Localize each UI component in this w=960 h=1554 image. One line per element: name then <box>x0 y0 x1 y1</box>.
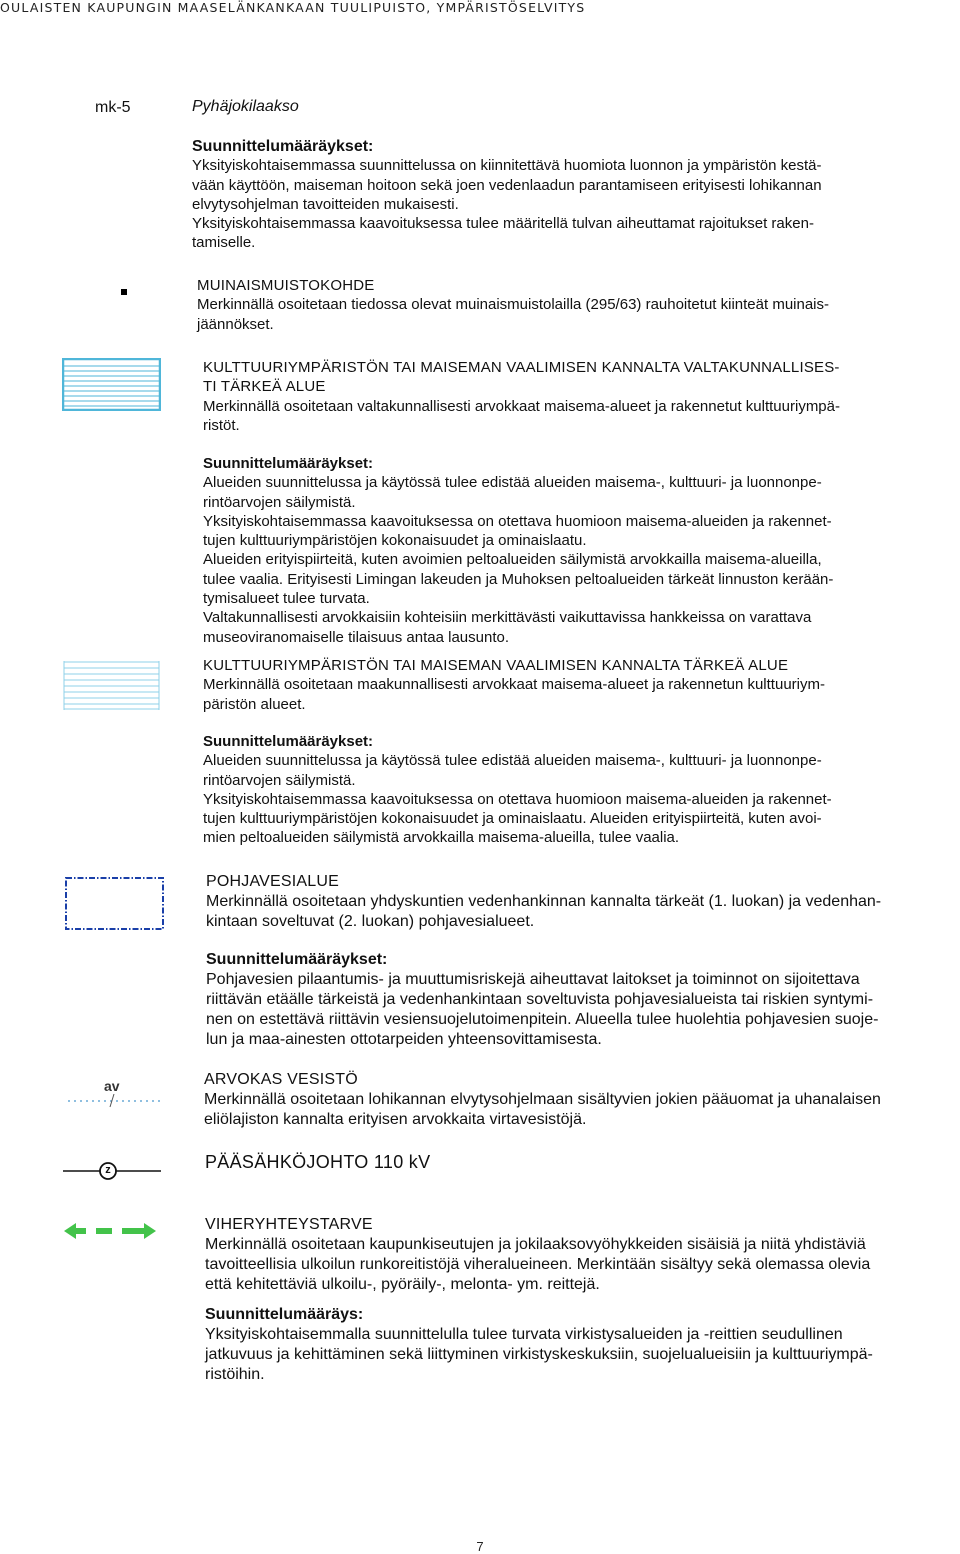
regulation-line: lun ja maa-ainesten ottotarpeiden yhteensovittamisesta. <box>206 1031 602 1048</box>
legend-line: ristöt. <box>203 416 240 434</box>
zone-line: tamiselle. <box>192 234 256 252</box>
legend-valuable-waterway <box>204 1070 954 1130</box>
legend-line: tavoitteellisia ulkoilun runkoreitistöjä viheralueineen. Merkintään sisältyy sekä olemassa olevia <box>205 1256 871 1273</box>
regional-landscape-regulations <box>203 732 943 848</box>
legend-line: päristön alueet. <box>203 695 306 713</box>
legend-title: POHJAVESIALUE <box>206 873 340 890</box>
legend-national-landscape <box>203 358 943 435</box>
regulation-line: tulee vaalia. Erityisesti Limingan lakeuden ja Muhoksen peltoalueiden tärkeät linnuston kerään- <box>203 570 834 588</box>
valuable-waterway-label: av <box>104 1078 120 1094</box>
regulation-line: Alueiden suunnittelussa ja käytössä tulee edistää alueiden maisema-, kulttuuri- ja luonnonpe- <box>203 752 822 770</box>
zone-line: Yksityiskohtaisemmassa suunnittelussa on kiinnitettävä huomiota luonnon ja ympäristön kestä- <box>192 157 822 175</box>
regulation-line: rintöarvojen säilymistä. <box>203 771 356 789</box>
page-number: 7 <box>476 1539 484 1554</box>
legend-title: KULTTUURIYMPÄRISTÖN TAI MAISEMAN VAALIMISEN KANNALTA TÄRKEÄ ALUE <box>203 657 789 674</box>
legend-line: Merkinnällä osoitetaan kaupunkiseutujen ja jokilaaksovyöhykkeiden sisäisiä ja niitä yhdistäviä <box>205 1236 866 1253</box>
regulation-line: Alueiden erityispiirteitä, kuten avoimien peltoalueiden säilymistä arvokkailla maisema-alueilla, <box>203 551 822 569</box>
legend-green-connection <box>205 1215 945 1295</box>
regulation-line: Yksityiskohtaisemmassa kaavoituksessa on otettava huomioon maisema-alueiden ja rakennet- <box>203 512 832 530</box>
regulation-line: riittävän etäälle tärkeistä ja vedenhankintaan soveltuvista pohjavesialueista tai riskien syntymi- <box>206 991 874 1008</box>
regulation-line: tujen kulttuuriympäristöjen kokonaisuudet ja ominaislaatu. <box>203 532 587 550</box>
regulation-line: tymisalueet tulee turvata. <box>203 590 370 608</box>
legend-title: TI TÄRKEÄ ALUE <box>203 378 326 396</box>
valuable-waterway-symbol <box>66 1094 164 1108</box>
zone-regulations <box>192 137 932 253</box>
legend-title: KULTTUURIYMPÄRISTÖN TAI MAISEMAN VAALIMISEN KANNALTA VALTAKUNNALLISES- <box>203 359 840 376</box>
zone-line: Yksityiskohtaisemmassa kaavoituksessa tulee määritellä tulvan aiheuttamat rajoitukset raken- <box>192 215 814 233</box>
regulation-line: Yksityiskohtaisemmassa kaavoituksessa on otettava huomioon maisema-alueiden ja rakennet- <box>203 790 832 808</box>
green-connection-regulation <box>205 1305 945 1385</box>
zone-line: vään käyttöön, maiseman hoitoon sekä joen vedenlaadun parantamiseen erityisesti lohikannan <box>192 176 822 194</box>
legend-line: että kehitettäviä ulkoilu-, pyöräily-, melonta- ym. reittejä. <box>205 1276 600 1293</box>
legend-line: Merkinnällä osoitetaan maakunnallisesti arvokkaat maisema-alueet ja rakennetun kulttuuriym- <box>203 676 825 694</box>
legend-regional-landscape <box>203 656 943 714</box>
zone-name: Pyhäjokilaakso <box>192 98 299 115</box>
regulation-line: mien peltoalueiden säilymistä arvokkailla maisema-alueilla, tulee vaalia. <box>203 829 680 847</box>
regulation-line: tujen kulttuuriympäristöjen kokonaisuudet ja ominaislaatu. Alueiden erityispiirteitä, kuten avoi- <box>203 810 822 828</box>
power-line-symbol-letter: z <box>105 1164 111 1176</box>
regulation-line: museoviranomaiselle tilaisuus antaa lausunto. <box>203 628 510 646</box>
regulation-line: ristöihin. <box>205 1366 265 1383</box>
legend-line: Merkinnällä osoitetaan yhdyskuntien vedenhankinnan kannalta tärkeät (1. luokan) ja vedenhan- <box>206 893 882 910</box>
legend-title: MUINAISMUISTOKOHDE <box>197 277 375 294</box>
green-connection-arrow-symbol <box>62 1220 158 1242</box>
legend-power-line-title: PÄÄSÄHKÖJOHTO 110 kV <box>205 1152 431 1172</box>
legend-ancient-monument <box>197 276 937 334</box>
legend-line: Merkinnällä osoitetaan tiedossa olevat muinaismuistolailla (295/63) rauhoitetut kiinteät muinais- <box>197 296 829 314</box>
regulations-heading: Suunnittelumääräykset: <box>206 951 388 968</box>
regulations-heading: Suunnittelumääräykset: <box>203 455 374 472</box>
national-landscape-regulations <box>203 454 943 647</box>
regulation-line: Yksityiskohtaisemmalla suunnittelulla tulee turvata virkistysalueiden ja -reittien seudullinen <box>205 1326 843 1343</box>
legend-groundwater <box>206 872 946 932</box>
regional-landscape-symbol <box>62 659 161 712</box>
groundwater-regulations <box>206 950 946 1050</box>
regulation-line: Pohjavesien pilaantumis- ja muuttumisriskejä aiheuttavat laitokset ja toiminnot on sijoitettava <box>206 971 860 988</box>
regulation-line: Alueiden suunnittelussa ja käytössä tulee edistää alueiden maisema-, kulttuuri- ja luonnonpe- <box>203 474 822 492</box>
zone-line: elvytysohjelman tavoitteiden mukaisesti. <box>192 195 459 213</box>
national-landscape-symbol <box>62 358 161 411</box>
legend-line: jäännökset. <box>197 315 274 333</box>
legend-line: eliölajiston kannalta erityisen arvokkaita virtavesistöjä. <box>204 1111 587 1128</box>
regulations-heading: Suunnittelumääräykset: <box>203 733 374 750</box>
legend-line: Merkinnällä osoitetaan lohikannan elvytysohjelmaan sisältyvien jokien pääuomat ja uhanalaisen <box>204 1091 881 1108</box>
regulation-line: rintöarvojen säilymistä. <box>203 493 356 511</box>
legend-title: VIHERYHTEYSTARVE <box>205 1216 373 1233</box>
ancient-monument-symbol <box>121 289 127 295</box>
regulation-line: nen on estettävä riittävin vesiensuojelutoimenpitein. Alueella tulee huolehtia pohjavesien suoje- <box>206 1011 879 1028</box>
zone-code: mk-5 <box>95 99 131 116</box>
document-header: OULAISTEN KAUPUNGIN MAASELÄNKANKAAN TUULIPUISTO, YMPÄRISTÖSELVITYS <box>0 0 586 15</box>
groundwater-area-symbol <box>64 876 165 931</box>
regulation-line: jatkuvuus ja kehittäminen sekä liittyminen virkistyskeskuksiin, suojelualueisiin ja kulttuuriympä- <box>205 1346 873 1363</box>
legend-title: ARVOKAS VESISTÖ <box>204 1071 358 1088</box>
regulations-heading: Suunnittelumääräys: <box>205 1306 364 1323</box>
power-line-symbol <box>62 1158 162 1184</box>
legend-line: kintaan soveltuvat (2. luokan) pohjavesialueet. <box>206 913 535 930</box>
regulation-line: Valtakunnallisesti arvokkaisiin kohteisiin merkittävästi vaikuttavissa hankkeissa on varattava <box>203 609 812 627</box>
legend-line: Merkinnällä osoitetaan valtakunnallisesti arvokkaat maisema-alueet ja rakennetut kulttuuriympä- <box>203 397 840 415</box>
zone-regulations-heading: Suunnittelumääräykset: <box>192 138 374 155</box>
